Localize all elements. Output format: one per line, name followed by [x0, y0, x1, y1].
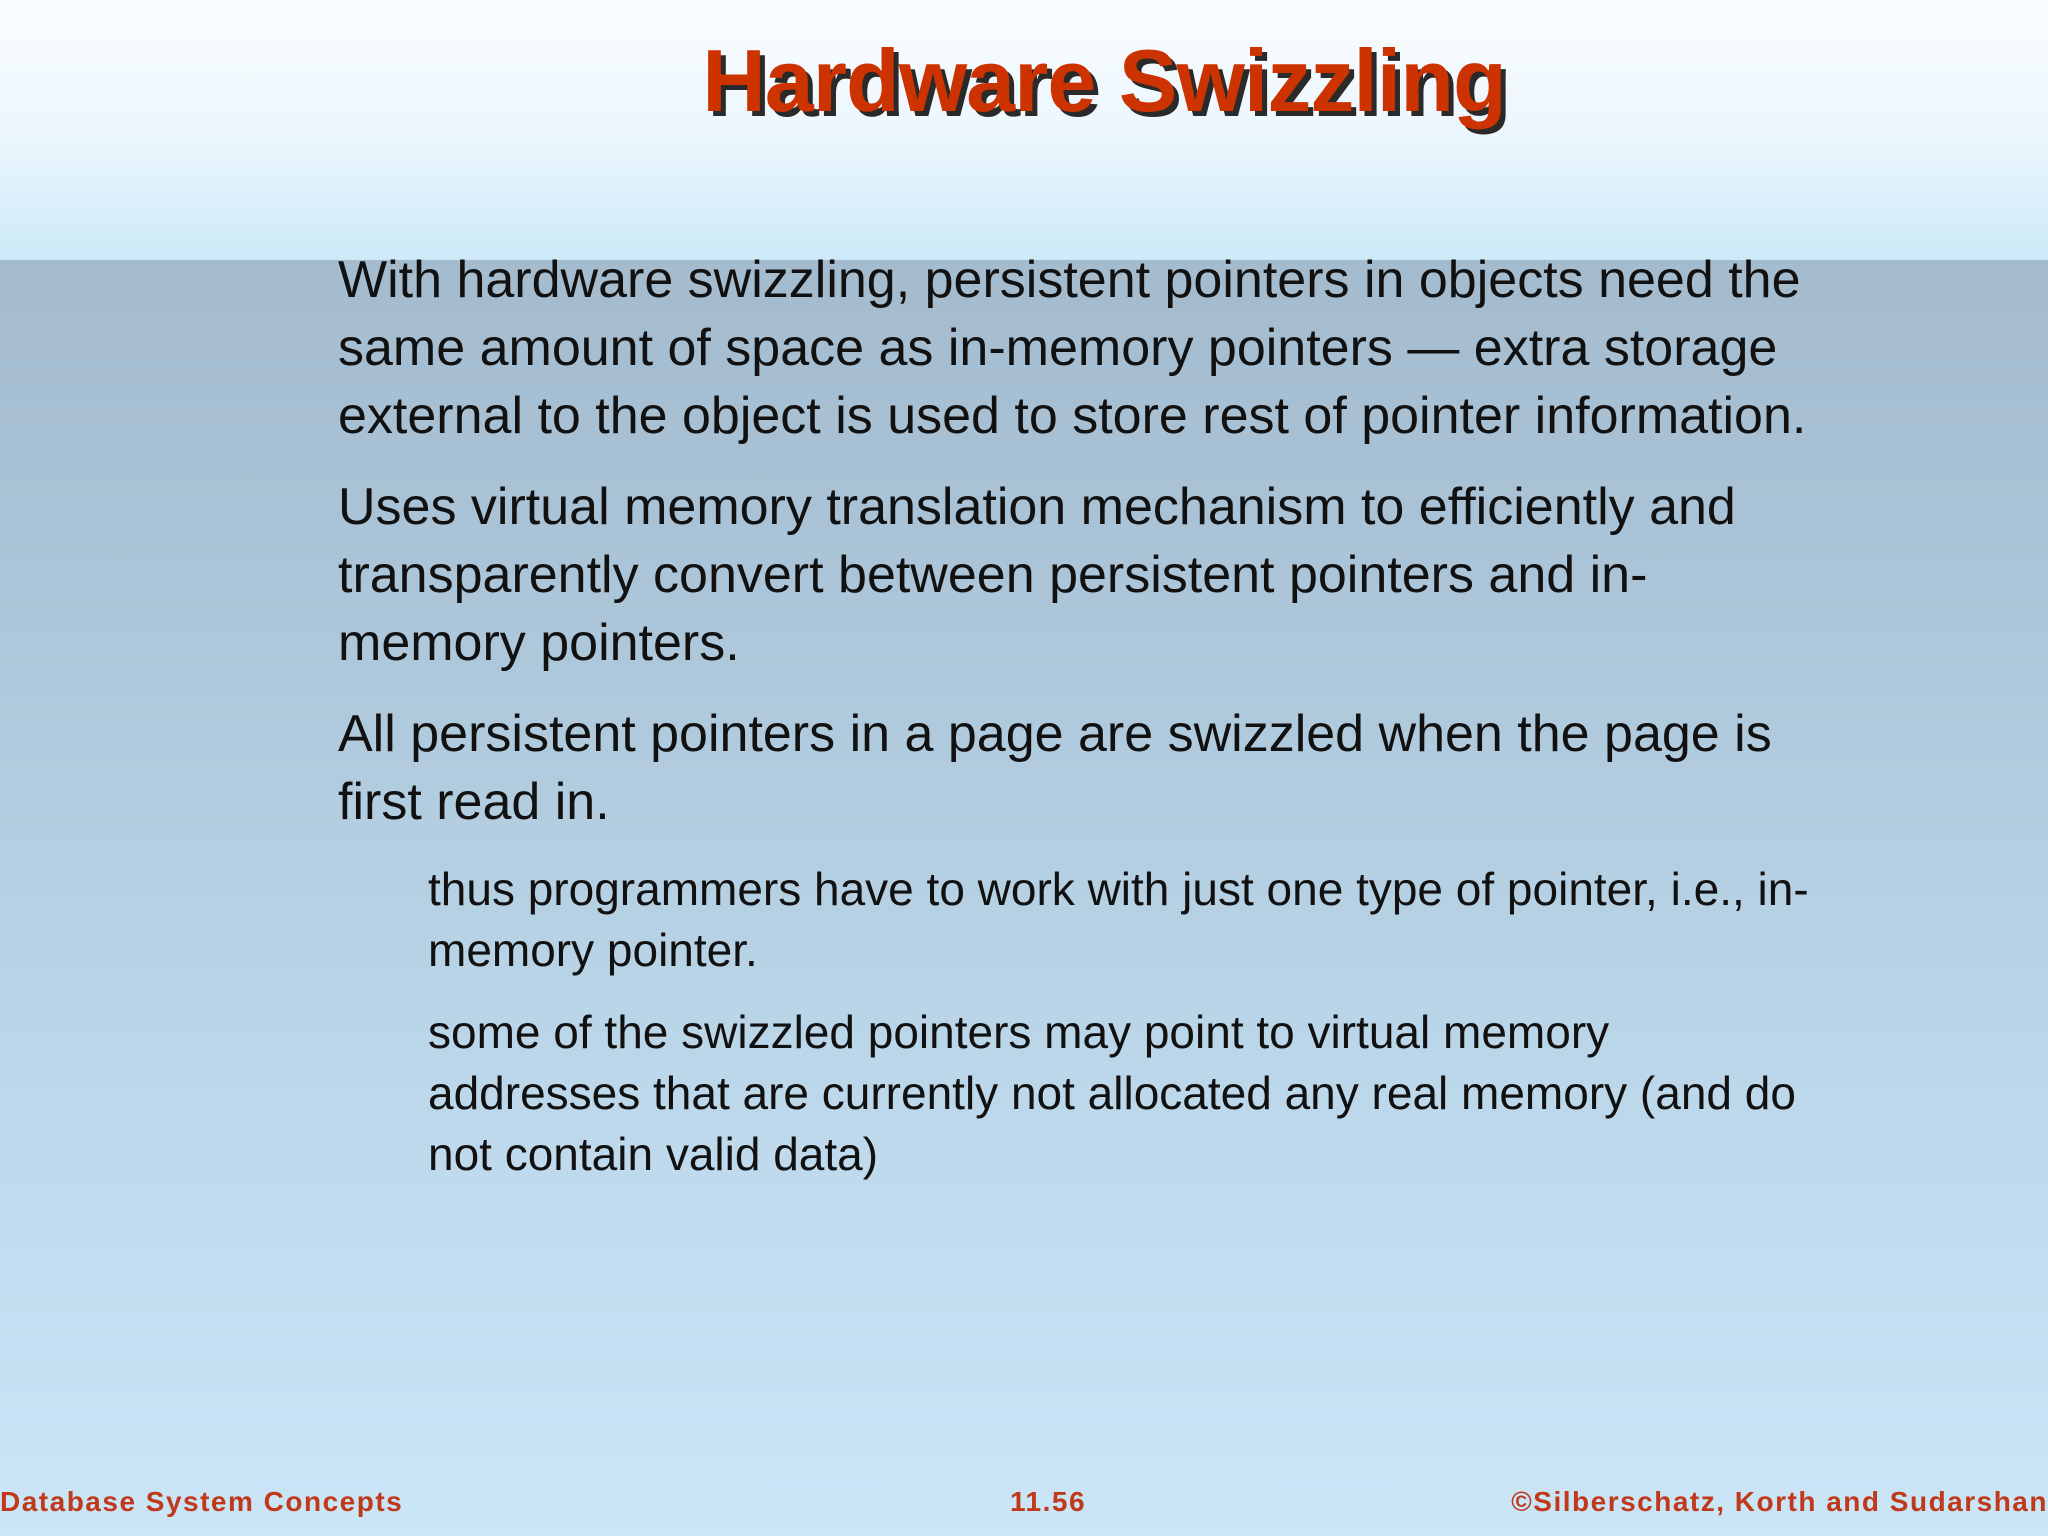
slide-title: Hardware Swizzling	[702, 31, 1506, 130]
footer-book-title: Database System Concepts	[0, 1486, 404, 1517]
paragraph-hardware-swizzling: With hardware swizzling, persistent pointers in objects need the same amount of space as in-memory pointers — extra storage external to the object is used to store rest of pointer information.	[338, 251, 1807, 445]
slide-content	[338, 246, 1828, 1206]
paragraph-virtual-memory: Uses virtual memory translation mechanism to efficiently and transparently convert between persistent pointers and in-memory pointers.	[338, 478, 1736, 672]
footer-slide-number: 11.56	[1010, 1486, 1087, 1517]
sub-point-one-pointer-type: thus programmers have to work with just one type of pointer, i.e., in-memory pointer.	[428, 863, 1809, 976]
sub-point-unallocated-memory: some of the swizzled pointers may point to virtual memory addresses that are currently not allocated any real memory (and do not contain valid data)	[428, 1006, 1796, 1180]
footer	[0, 1486, 2048, 1526]
footer-copyright: ©Silberschatz, Korth and Sudarshan	[1511, 1486, 2048, 1517]
paragraph-page-swizzled: All persistent pointers in a page are swizzled when the page is first read in.	[338, 705, 1772, 831]
